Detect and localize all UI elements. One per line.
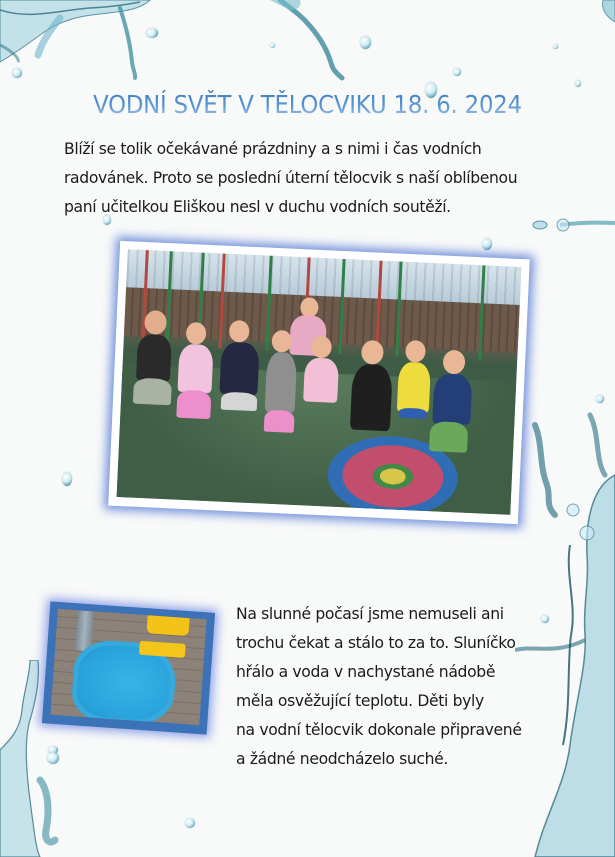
water-drop-decoration	[482, 238, 492, 250]
body-line: na vodní tělocvik dokonale připravené	[236, 721, 522, 739]
body-line: Na slunné počasí jsme nemuseli ani	[236, 605, 504, 623]
water-drop-decoration	[360, 36, 371, 49]
water-drop-decoration	[575, 80, 581, 87]
body-line: trochu čekat a stálo to za to. Sluníčko	[236, 634, 516, 652]
water-drop-decoration	[453, 68, 461, 76]
pool-photo-image	[51, 609, 207, 725]
water-drop-decoration	[47, 752, 59, 764]
intro-line: radovánek. Proto se poslední úterní tělocvik s naší oblíbenou	[64, 169, 518, 187]
body-line: hřálo a voda v nachystané nádobě	[236, 663, 496, 681]
water-drop-decoration	[12, 68, 22, 78]
water-drop-decoration	[596, 395, 604, 403]
body-paragraph	[236, 600, 556, 774]
water-drop-decoration	[270, 43, 275, 48]
intro-line: Blíží se tolik očekávané prázdniny a s nimi i čas vodních	[64, 140, 482, 158]
intro-paragraph	[64, 135, 564, 222]
group-photo	[108, 241, 530, 524]
water-drop-decoration	[62, 472, 72, 486]
intro-line: paní učitelkou Eliškou nesl v duchu vodních soutěží.	[64, 198, 451, 216]
pool-photo	[42, 601, 215, 734]
water-drop-decoration	[553, 44, 558, 49]
group-photo-image	[117, 249, 522, 515]
page-title: VODNÍ SVĚT V TĚLOCVIKU 18. 6. 2024	[22, 90, 594, 119]
water-splash-top-right-decoration	[270, 0, 390, 95]
water-splash-top-corner-decoration	[595, 0, 615, 30]
water-drop-decoration	[185, 818, 195, 828]
body-line: a žádné neodcházelo suché.	[236, 750, 449, 768]
water-drop-decoration	[146, 28, 158, 38]
body-line: měla osvěžující teplotu. Děti byly	[236, 692, 484, 710]
